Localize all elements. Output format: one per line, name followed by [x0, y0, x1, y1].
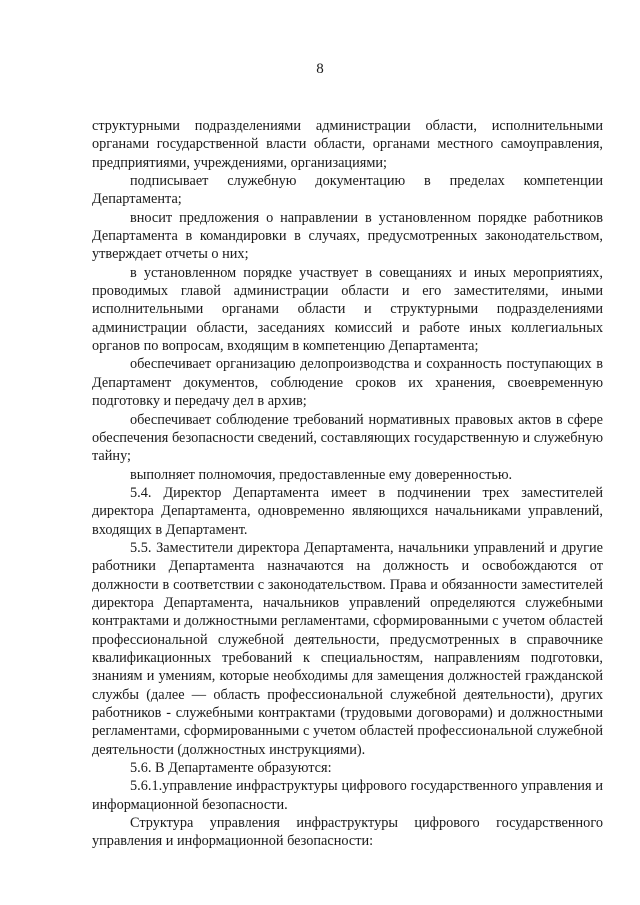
paragraph-records-management: обеспечивает организацию делопроизводства и сохранность поступающих в Департамент документов, соблюдение сроков их хранения, своевременную подготовку и передачу дел в архив; — [92, 356, 603, 410]
paragraph-continuation: структурными подразделениями администрации области, исполнительными органами государственной власти области, органами местного самоуправления, предприятиями, учреждениями, организациями; — [92, 118, 603, 171]
paragraph-power-of-attorney: выполняет полномочия, предоставленные ему доверенностью. — [130, 466, 513, 483]
paragraph-structure: Структура управления инфраструктуры цифрового государственного управления и информационной безопасности: — [92, 815, 603, 850]
paragraph-5-4: 5.4. Директор Департамента имеет в подчинении трех заместителей директора Департамента, одновременно являющихся начальниками управлений, входящих в Департамент. — [92, 484, 603, 538]
page-number: 8 — [316, 61, 324, 77]
paragraph-meetings: в установленном порядке участвует в совещаниях и иных мероприятиях, проводимых главой администрации области и его заместителями, иными исполнительными органами области и структурными подразделениями администрации области, заседаниях комиссий и работе иных коллегиальных органов по вопросам, входящим в компетенцию Департамента; — [92, 264, 603, 355]
paragraph-5-6-1: 5.6.1.управление инфраструктуры цифрового государственного управления и информационной безопасности. — [92, 778, 603, 813]
paragraph-signs-documents: подписывает служебную документацию в пределах компетенции Департамента; — [92, 173, 603, 208]
paragraph-security-compliance: обеспечивает соблюдение требований нормативных правовых актов в сфере обеспечения безопасности сведений, составляющих государственную и служебную тайну; — [92, 411, 603, 465]
paragraph-5-5: 5.5. Заместители директора Департамента, начальники управлений и другие работники Департамента назначаются на должность и освобождаются от должности в соответствии с законодательством. Права и обязанности заместителей директора Департамента, начальников управлений определяются служебными контрактами и должностными регламентами, сформированными с учетом областей профессиональной служебной деятельности, предусмотренных в справочнике квалификационных требований к специальностям, направлениям подготовки, знаниям и умениям, которые необходимы для замещения должностей гражданской службы (далее — область профессиональной служебной деятельности), других работников - служебными контрактами (трудовыми договорами) и должностными регламентами, сформированными с учетом областей профессиональной служебной деятельности (должностных инструкциями). — [92, 539, 603, 758]
paragraph-business-trips: вносит предложения о направлении в установленном порядке работников Департамента в командировки в случаях, предусмотренных законодательством, утверждает отчеты о них; — [92, 209, 603, 263]
paragraph-5-6: 5.6. В Департаменте образуются: — [130, 760, 332, 777]
document-text — [92, 117, 603, 851]
